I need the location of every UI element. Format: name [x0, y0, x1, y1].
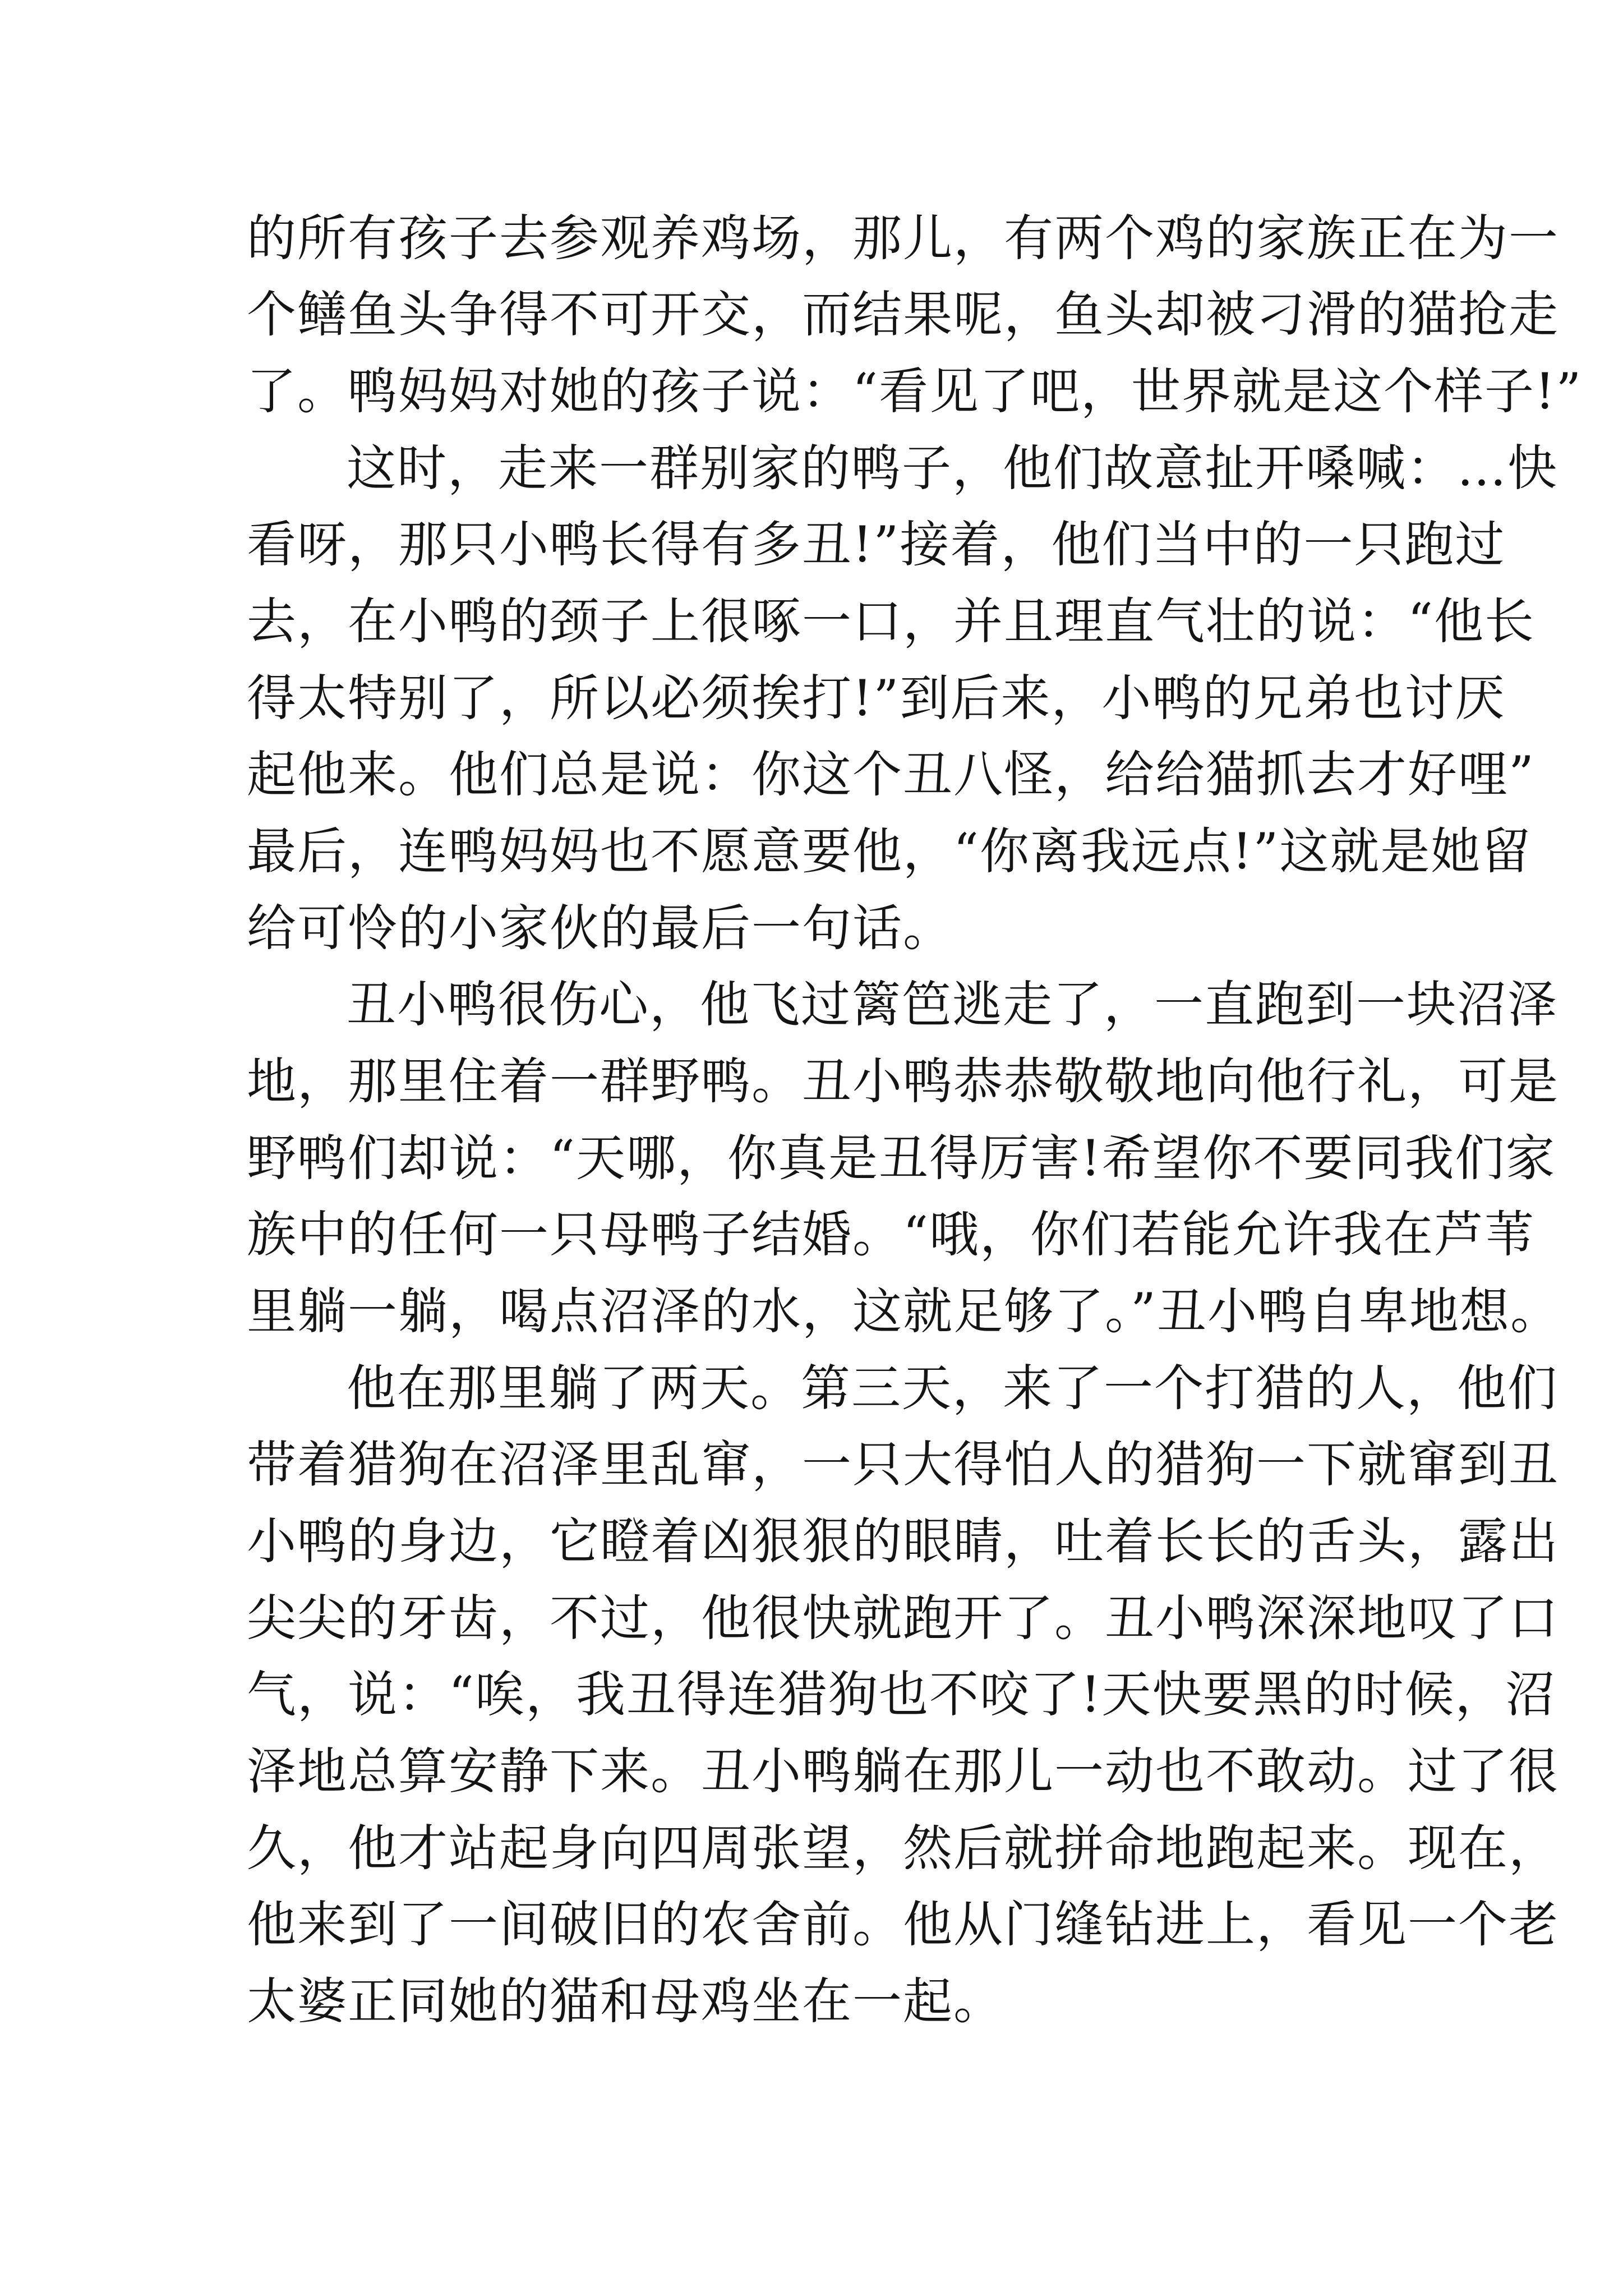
text-line: 得太特别了，所以必须挨打!”到后来，小鸭的兄弟也讨厌	[247, 669, 1506, 727]
text-line: 的所有孩子去参观养鸡场，那儿，有两个鸡的家族正在为一	[247, 209, 1560, 267]
text-line: 给可怜的小家伙的最后一句话。	[247, 899, 954, 957]
text-line: 他在那里躺了两天。第三天，来了一个打猎的人，他们	[347, 1359, 1559, 1417]
text-line: 了。鸭妈妈对她的孩子说：“看见了吧，世界就是这个样子!”	[247, 362, 1583, 420]
text-line: 里躺一躺，喝点沼泽的水，这就足够了。”丑小鸭自卑地想。	[247, 1282, 1561, 1340]
text-line: 尖尖的牙齿，不过，他很快就跑开了。丑小鸭深深地叹了口	[247, 1589, 1560, 1647]
text-line: 太婆正同她的猫和母鸡坐在一起。	[247, 1972, 1004, 2030]
text-line: 野鸭们却说：“天哪，你真是丑得厉害!希望你不要同我们家	[247, 1129, 1556, 1187]
text-line: 丑小鸭很伤心，他飞过篱笆逃走了，一直跑到一块沼泽	[347, 976, 1559, 1033]
text-line: 最后，连鸭妈妈也不愿意要他，“你离我远点!”这就是她留	[247, 822, 1532, 880]
text-line: 他来到了一间破旧的农舍前。他从门缝钻进上，看见一个老	[247, 1895, 1560, 1953]
text-line: 小鸭的身边，它瞪着凶狠狠的眼睛，吐着长长的舌头，露出	[247, 1512, 1560, 1570]
text-line: 看呀，那只小鸭长得有多丑!”接着，他们当中的一只跑过	[247, 516, 1506, 573]
text-line: 久，他才站起身向四周张望，然后就拼命地跑起来。现在，	[247, 1819, 1560, 1877]
text-line: 带着猎狗在沼泽里乱窜，一只大得怕人的猎狗一下就窜到丑	[247, 1435, 1560, 1493]
text-line: 地，那里住着一群野鸭。丑小鸭恭恭敬敬地向他行礼，可是	[247, 1052, 1560, 1110]
text-line: 起他来。他们总是说：你这个丑八怪，给给猫抓去才好哩”	[247, 746, 1535, 803]
text-line: 气，说：“唉，我丑得连猎狗也不咬了!天快要黑的时候，沼	[247, 1665, 1556, 1723]
text-line: 去，在小鸭的颈子上很啄一口，并且理直气壮的说：“他长	[247, 592, 1535, 650]
text-line: 泽地总算安静下来。丑小鸭躺在那儿一动也不敢动。过了很	[247, 1742, 1560, 1800]
text-line: 这时，走来一群别家的鸭子，他们故意扯开嗓喊：…快	[347, 439, 1559, 497]
text-line: 族中的任何一只母鸭子结婚。“哦，你们若能允许我在芦苇	[247, 1205, 1535, 1263]
text-line: 个鳝鱼头争得不可开交，而结果呢，鱼头却被刁滑的猫抢走	[247, 286, 1560, 343]
